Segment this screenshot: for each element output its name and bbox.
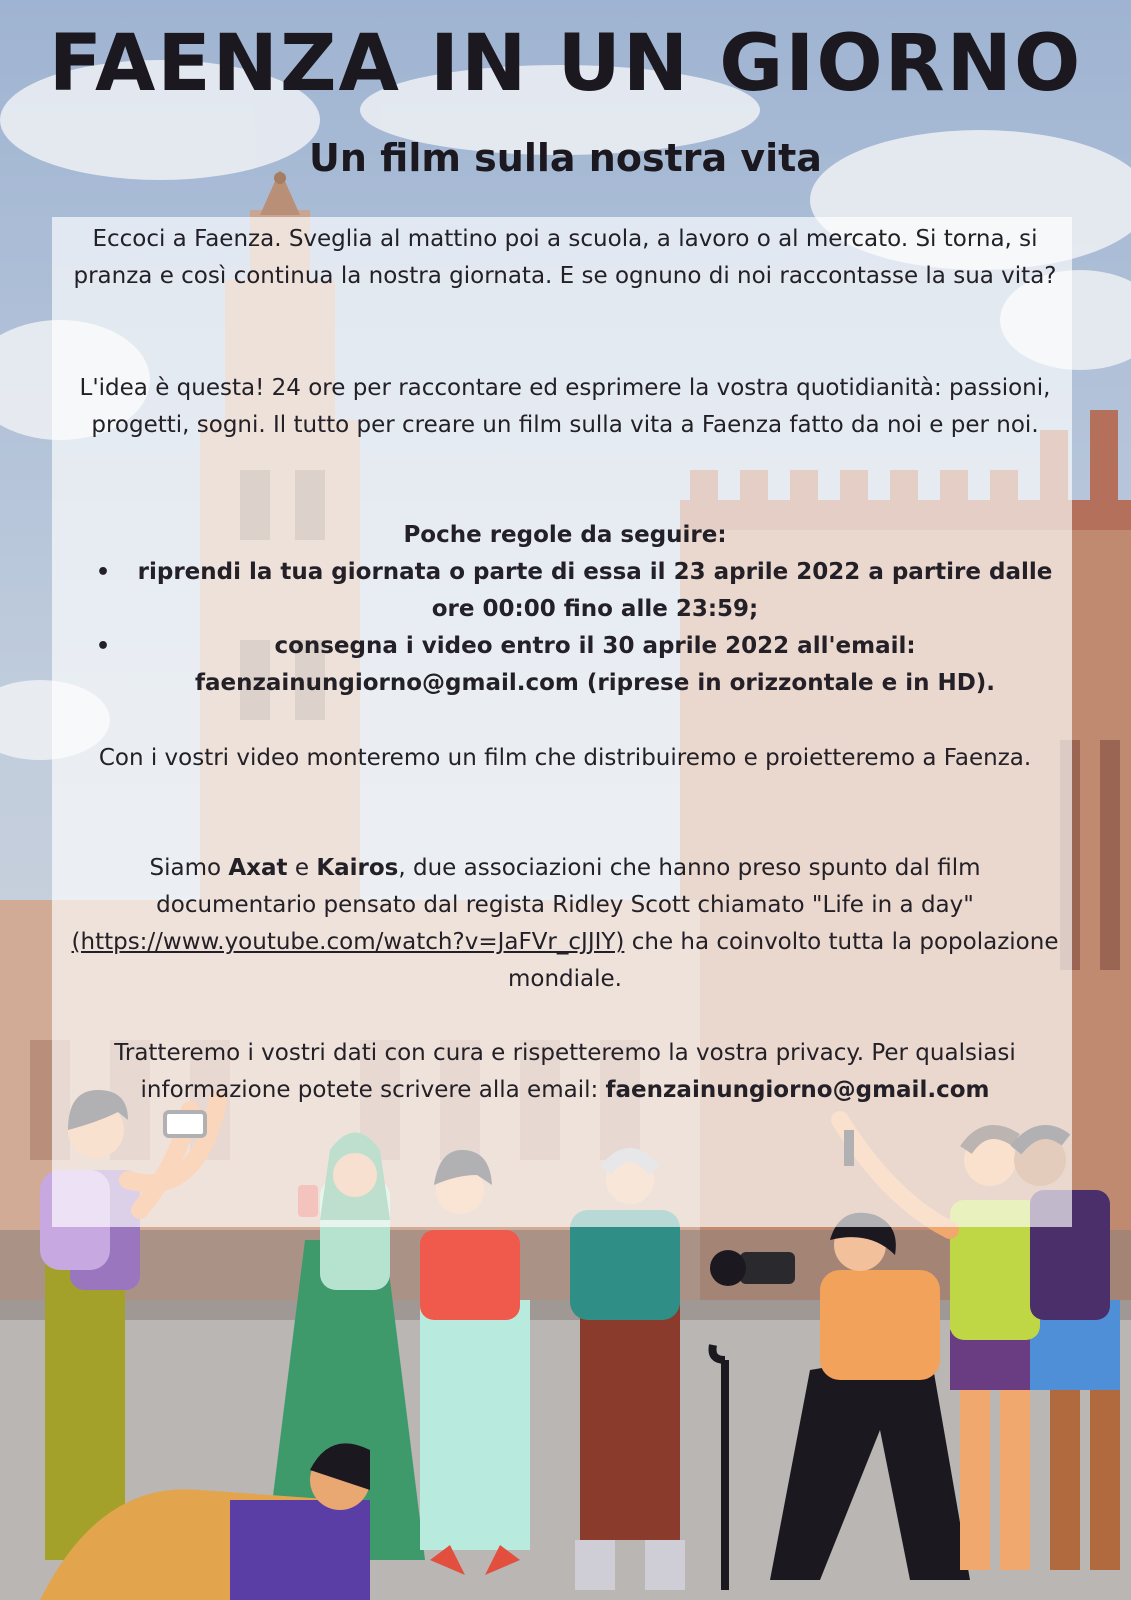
bullet-icon: • bbox=[96, 634, 111, 659]
rule-item bbox=[70, 628, 1060, 702]
montage-paragraph: Con i vostri video monteremo un film che distribuiremo e proietteremo a Faenza. bbox=[98, 745, 1032, 771]
rules-list bbox=[70, 554, 1060, 702]
rules-heading: Poche regole da seguire: bbox=[403, 522, 727, 548]
about-post: , due associazioni che hanno preso spunto dal film documentario pensato dal regista Ridley Scott chiamato "Life in a day" bbox=[156, 855, 981, 918]
about-paragraph bbox=[70, 850, 1060, 998]
org-axat: Axat bbox=[228, 855, 288, 881]
about-end: che ha coinvolto tutta la popolazione mondiale. bbox=[508, 929, 1059, 992]
rule-text: consegna i video entro il 30 aprile 2022 all'email: faenzainungiorno@gmail.com (riprese in orizzontale e in HD). bbox=[194, 633, 996, 696]
contact-email[interactable]: faenzainungiorno@gmail.com bbox=[605, 1077, 990, 1103]
privacy-text: Tratteremo i vostri dati con cura e rispetteremo la vostra privacy. Per qualsiasi informazione potete scrivere alla email: bbox=[114, 1040, 1016, 1103]
intro-paragraph: Eccoci a Faenza. Sveglia al mattino poi a scuola, a lavoro o al mercato. Si torna, si pranza e così continua la nostra giornata. E se ognuno di noi raccontasse la sua vita? bbox=[73, 226, 1057, 289]
rule-text: riprendi la tua giornata o parte di essa il 23 aprile 2022 a partire dalle ore 00:00 fino alle 23:59; bbox=[137, 559, 1053, 622]
bullet-icon: • bbox=[96, 560, 111, 585]
org-kairos: Kairos bbox=[316, 855, 399, 881]
idea-paragraph: L'idea è questa! 24 ore per raccontare ed esprimere la vostra quotidianità: passioni, progetti, sogni. Il tutto per creare un film sulla vita a Faenza fatto da noi e per noi. bbox=[79, 375, 1051, 438]
poster-title: FAENZA IN UN GIORNO bbox=[48, 19, 1083, 109]
poster-subtitle: Un film sulla nostra vita bbox=[309, 136, 822, 180]
about-pre: Siamo bbox=[149, 855, 229, 881]
about-mid: e bbox=[287, 855, 317, 881]
rule-item bbox=[70, 554, 1060, 628]
youtube-link[interactable]: (https://www.youtube.com/watch?v=JaFVr_cJJIY) bbox=[71, 929, 625, 955]
privacy-paragraph bbox=[70, 1035, 1060, 1109]
